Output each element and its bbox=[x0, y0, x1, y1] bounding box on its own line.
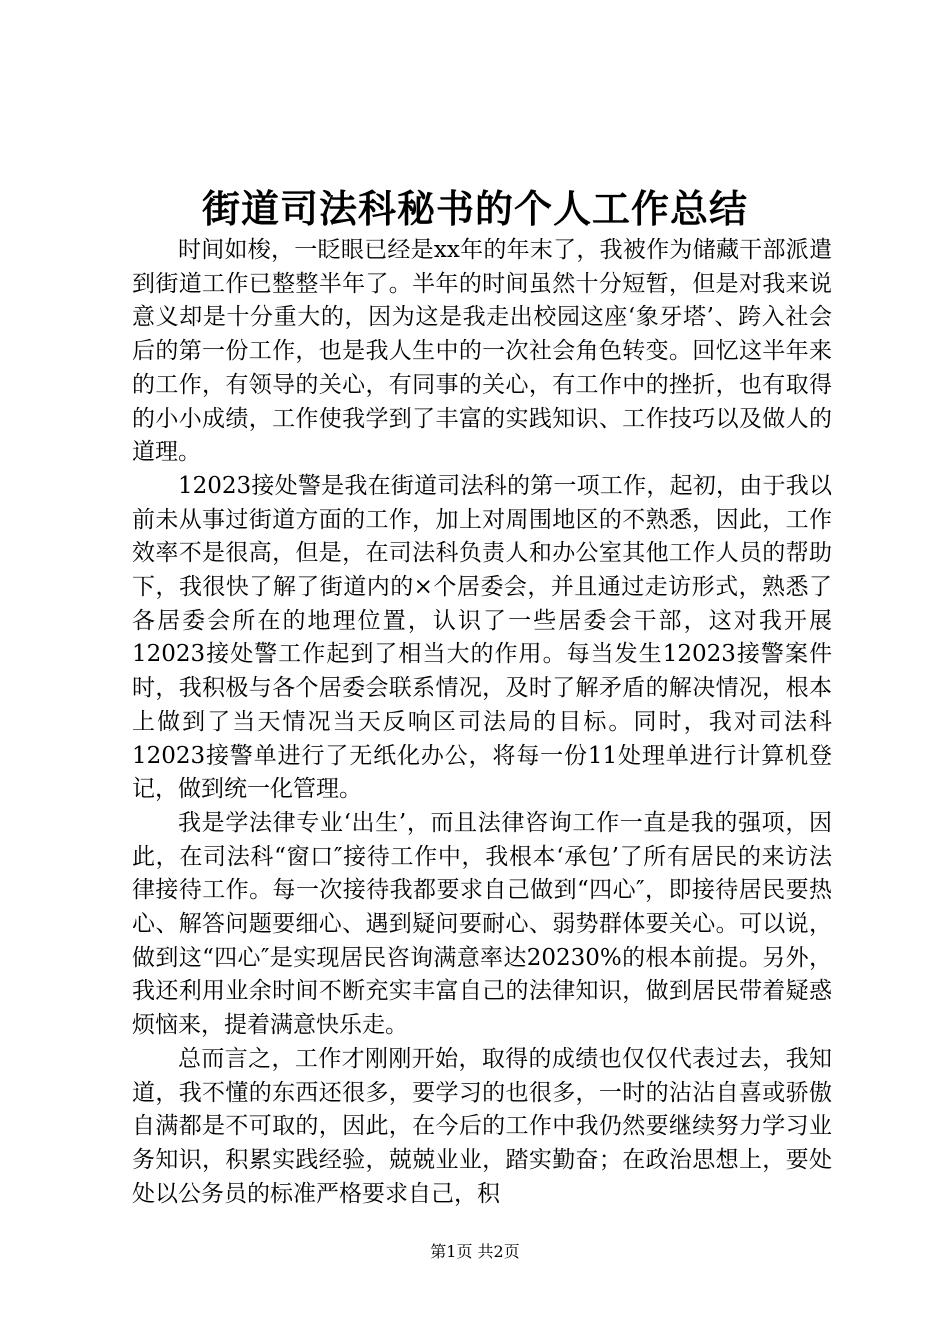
paragraph-4: 总而言之，工作才刚刚开始，取得的成绩也仅仅代表过去，我知道，我不懂的东西还很多，要学习的也很多，一时的沾沾自喜或骄傲自满都是不可取的，因此，在今后的工作中我仍然要继续努力学习业务知识，积累实践经验，兢兢业业，踏实勤奋；在政治思想上，要处处以公务员的标准严格要求自己，积 bbox=[132, 1045, 832, 1207]
paragraph-2: 12023接处警是我在街道司法科的第一项工作，起初，由于我以前未从事过街道方面的工作，加上对周围地区的不熟悉，因此，工作效率不是很高，但是，在司法科负责人和办公室其他工作人员的帮助下，我很快了解了街道内的×个居委会，并且通过走访形式，熟悉了各居委会所在的地理位置，认识了一些居委会干部，这对我开展12023接处警工作起到了相当大的作用。每当发生12023接警案件时，我积极与各个居委会联系情况，及时了解矛盾的解决情况，根本上做到了当天情况当天反响区司法局的目标。同时，我对司法科12023接警单进行了无纸化办公，将每一份11处理单进行计算机登记，做到统一化管理。 bbox=[132, 472, 832, 803]
page-number-footer: 第1页 共2页 bbox=[430, 1242, 520, 1261]
document-title: 街道司法科秘书的个人工作总结 bbox=[201, 186, 748, 231]
paragraph-1: 时间如梭，一眨眼已经是xx年的年末了，我被作为储藏干部派遣到街道工作已整整半年了。半年的时间虽然十分短暂，但是对我来说意义却是十分重大的，因为这是我走出校园这座‘象牙塔’、跨入社会后的第一份工作，也是我人生中的一次社会角色转变。回忆这半年来的工作，有领导的关心，有同事的关心，有工作中的挫折，也有取得的小小成绩，工作使我学到了丰富的实践知识、工作技巧以及做人的道理。 bbox=[132, 237, 832, 466]
document-body bbox=[132, 234, 832, 1211]
paragraph-3: 我是学法律专业‘出生’，而且法律咨询工作一直是我的强项，因此，在司法科“窗口″接待工作中，我根本‘承包’了所有居民的来访法律接待工作。每一次接待我都要求自己做到“四心″，即接待居民要热心、解答问题要细心、遇到疑问要耐心、弱势群体要关心。可以说，做到这“四心″是实现居民咨询满意率达20230%的根本前提。另外，我还利用业余时间不断充实丰富自己的法律知识，做到居民带着疑惑烦恼来，提着满意快乐走。 bbox=[132, 809, 832, 1039]
